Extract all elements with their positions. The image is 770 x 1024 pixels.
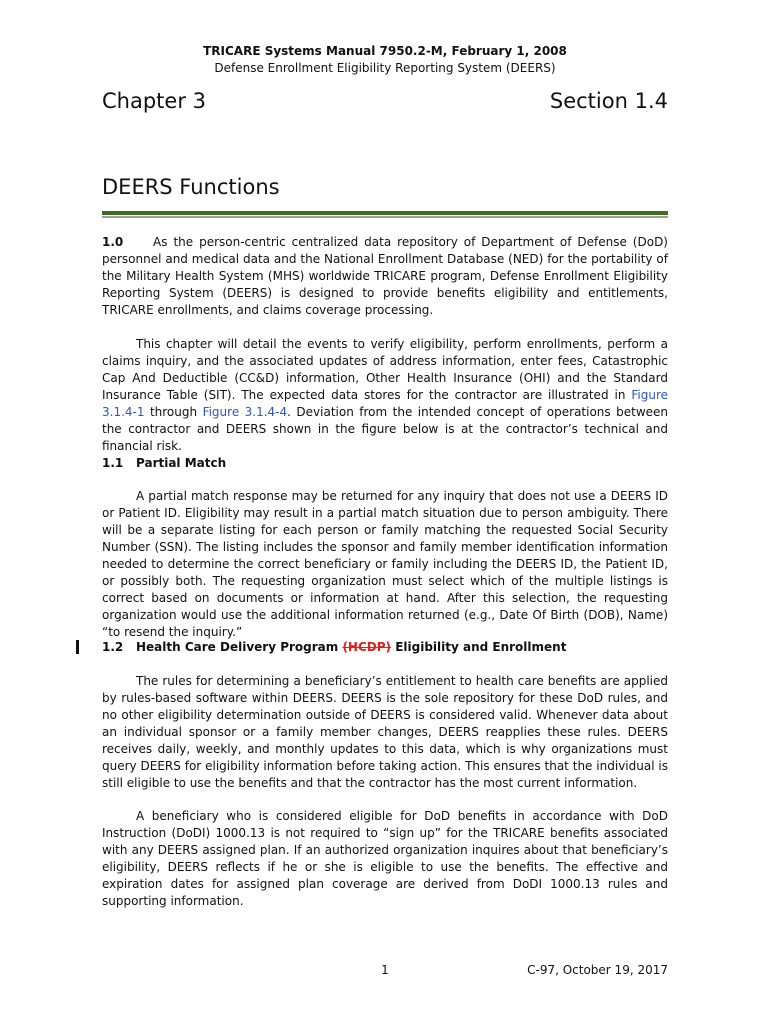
manual-subtitle: Defense Enrollment Eligibility Reporting System (DEERS) bbox=[214, 61, 556, 75]
paragraph-text: As the person-centric centralized data repository of Department of Defense (DoD) personnel and medical data and the National Enrollment Database (NED) for the portability of the Military Health System (MHS) worldwide TRICARE program, Defense Enrollment Eligibility Reporting System (DEERS) is designed to provide benefits eligibility and entitlements, TRICARE enrollments, and claims coverage processing. bbox=[102, 235, 668, 317]
page-title: DEERS Functions bbox=[102, 175, 280, 199]
title-rule-green bbox=[102, 211, 668, 215]
figure-link-3-1-4-4[interactable]: Figure 3.1.4-4 bbox=[202, 405, 288, 419]
change-bar bbox=[76, 640, 79, 654]
manual-title: TRICARE Systems Manual 7950.2-M, February 1, 2008 bbox=[203, 44, 567, 58]
paragraph-chapter-overview bbox=[102, 336, 668, 455]
title-rule-gray bbox=[102, 216, 668, 218]
paragraph-text: . Deviation from the intended concept of operations between the contractor and DEERS shown in the figure below is at the contractor’s technical and financial risk. bbox=[102, 405, 669, 453]
section-heading-text: Eligibility and Enrollment bbox=[391, 640, 567, 654]
section-1-1-heading bbox=[102, 456, 226, 470]
section-heading-text: Partial Match bbox=[136, 456, 227, 470]
figure-link-3-1-4-1[interactable]: Figure 3.1.4-1 bbox=[102, 388, 668, 419]
paragraph-partial-match: A partial match response may be returned for any inquiry that does not use a DEERS ID or Patient ID. Eligibility may result in a partial match situation due to person ambiguity. There will be a separate listing for each person or family matching the requested Social Security Number (SSN). The listing includes the sponsor and family member identification information needed to determine the correct beneficiary or family including the DEERS ID, the Patient ID, or possibly both. The requesting organization must select which of the multiple listings is correct based on documents or information at hand. After this selection, the requesting organization would use the additional information returned (e.g., Date Of Birth (DOB), Name) “to resend the inquiry.” bbox=[102, 489, 668, 639]
struck-text: (HCDP) bbox=[342, 640, 392, 654]
section-number: 1.1 bbox=[102, 456, 124, 470]
section-heading-text: Health Care Delivery Program bbox=[136, 640, 343, 654]
section-label: Section 1.4 bbox=[549, 89, 668, 113]
section-number: 1.2 bbox=[102, 640, 124, 654]
chapter-label: Chapter 3 bbox=[102, 89, 206, 113]
paragraph-text: through bbox=[144, 405, 203, 419]
paragraph-hcdp-rules: The rules for determining a beneficiary’s entitlement to health care benefits are applied by rules-based software within DEERS. DEERS is the sole repository for these DoD rules, and no other eligibility determination outside of DEERS is considered valid. Whenever data about an individual sponsor or a family member changes, DEERS reapplies these rules. DEERS receives daily, weekly, and monthly updates to this data, which is why organizations must query DEERS for eligibility information before taking action. This ensures that the individual is still eligible to use the benefits and that the contractor has the most current information. bbox=[102, 674, 668, 790]
paragraph-number: 1.0 bbox=[102, 235, 124, 249]
paragraph-hcdp-beneficiary: A beneficiary who is considered eligible for DoD benefits in accordance with DoD Instruction (DoDI) 1000.13 is not required to “sign up” for the TRICARE benefits associated with any DEERS assigned plan. If an authorized organization inquires about that beneficiary’s eligibility, DEERS reflects if he or she is eligible to use the benefits. The effective and expiration dates for assigned plan coverage are derived from DoDI 1000.13 rules and supporting information. bbox=[102, 809, 668, 908]
paragraph-text: This chapter will detail the events to verify eligibility, perform enrollments, perform a claims inquiry, and the associated updates of address information, enter fees, Catastrophic Cap And Deductible (CC&D) information, Other Health Insurance (OHI) and the Standard Insurance Table (SIT). The expected data stores for the contractor are illustrated in bbox=[102, 337, 668, 402]
page-number: 1 bbox=[381, 963, 389, 977]
section-1-2-heading bbox=[102, 640, 566, 654]
paragraph-1-0 bbox=[102, 234, 668, 319]
change-notice: C-97, October 19, 2017 bbox=[527, 963, 668, 977]
